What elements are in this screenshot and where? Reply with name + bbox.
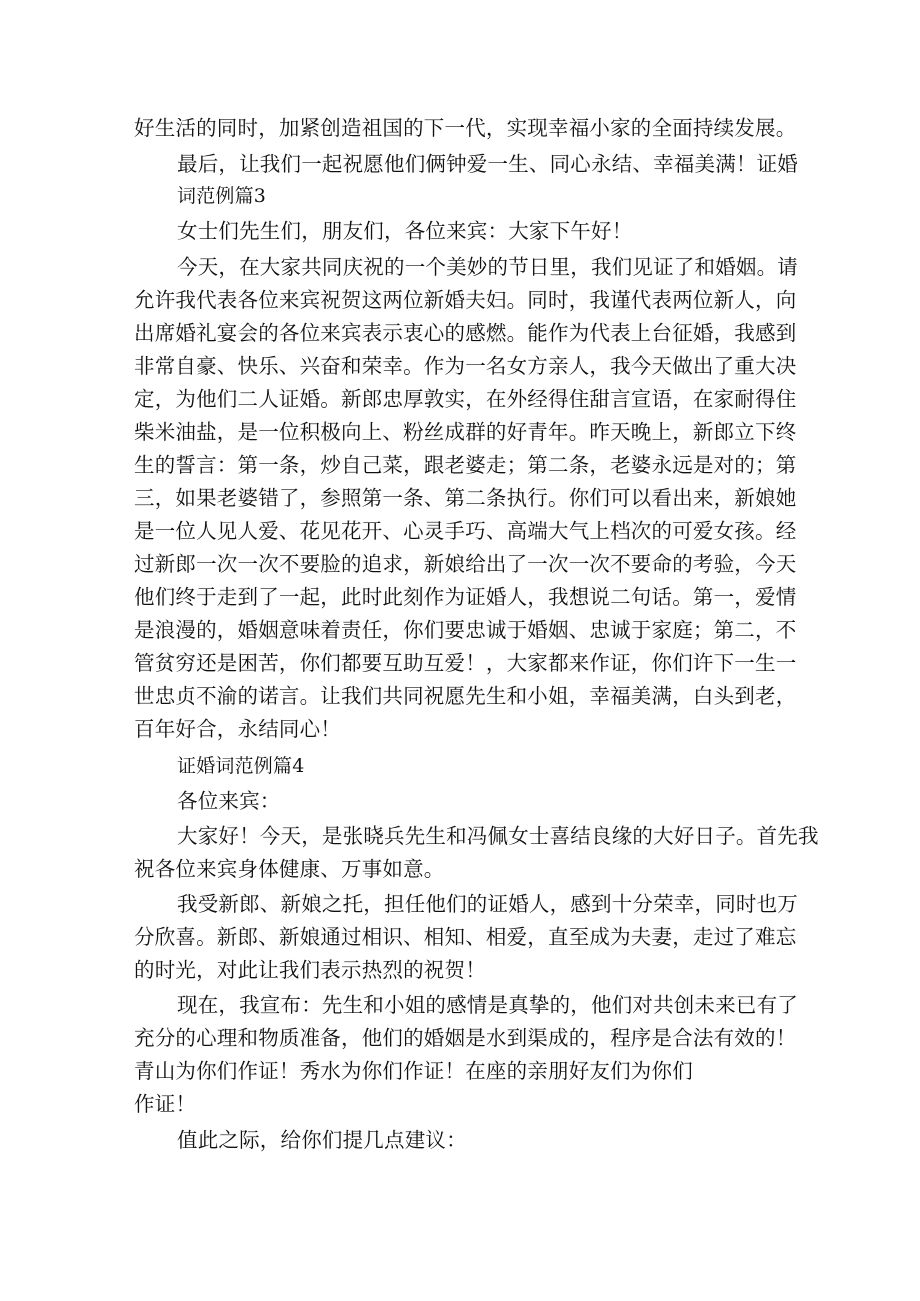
paragraph-line: 最后，让我们一起祝愿他们俩钟爱一生、同心永结、幸福美满！证婚: [177, 152, 798, 176]
paragraph-line: 三，如果老婆错了，参照第一条、第二条执行。你们可以看出来，新娘她: [134, 486, 797, 510]
paragraph-line: 我受新郎、新娘之托，担任他们的证婚人，感到十分荣幸，同时也万: [177, 892, 798, 916]
paragraph-line: 充分的心理和物质准备，他们的婚姻是水到渠成的，程序是合法有效的！: [134, 1026, 797, 1050]
paragraph-line: 青山为你们作证！秀水为你们作证！在座的亲朋好友们为你们: [134, 1059, 693, 1083]
paragraph-line: 大家好！今天，是张晓兵先生和冯佩女士喜结良缘的大好日子。首先我: [177, 824, 819, 848]
paragraph-line: 各位来宾：: [177, 789, 281, 813]
paragraph-line: 过新郎一次一次不要脸的追求，新娘给出了一次一次不要命的考验，今天: [134, 552, 797, 576]
section-heading: 词范例篇3: [177, 185, 267, 207]
paragraph-line: 作证！: [134, 1092, 197, 1116]
paragraph-line: 生的誓言：第一条，炒自己菜，跟老婆走；第二条，老婆永远是对的；第: [134, 453, 797, 477]
paragraph-line: 允许我代表各位来宾祝贺这两位新婚夫妇。同时，我谨代表两位新人，向: [134, 288, 797, 312]
paragraph-line: 世忠贞不渝的诺言。让我们共同祝愿先生和小姐，幸福美满，白头到老，: [134, 684, 797, 708]
paragraph-line: 他们终于走到了一起，此时此刻作为证婚人，我想说二句话。第一，爱情: [134, 585, 797, 609]
paragraph-line: 出席婚礼宴会的各位来宾表示衷心的感燃。能作为代表上台征婚，我感到: [134, 321, 797, 345]
paragraph-line: 百年好合，永结同心！: [134, 717, 341, 741]
paragraph-line: 今天，在大家共同庆祝的一个美妙的节日里，我们见证了和婚姻。请: [177, 255, 798, 279]
paragraph-line: 定，为他们二人证婚。新郎忠厚敦实，在外经得住甜言宣语，在家耐得住: [134, 387, 797, 411]
paragraph-line: 非常自豪、快乐、兴奋和荣幸。作为一名女方亲人，我今天做出了重大决: [134, 354, 797, 378]
section-heading: 证婚词范例篇4: [177, 755, 305, 777]
paragraph-line: 祝各位来宾身体健康、万事如意。: [134, 857, 445, 881]
paragraph-line: 柴米油盐，是一位积极向上、粉丝成群的好青年。昨天晚上，新郎立下终: [134, 420, 797, 444]
paragraph-line: 是浪漫的，婚姻意味着责任，你们要忠诚于婚姻、忠诚于家庭；第二，不: [134, 618, 797, 642]
paragraph-line: 现在，我宣布：先生和小姐的感情是真挚的，他们对共创未来已有了: [177, 993, 798, 1017]
paragraph-line: 值此之际，给你们提几点建议：: [177, 1128, 467, 1152]
paragraph-line: 好生活的同时，加紧创造祖国的下一代，实现幸福小家的全面持续发展。: [134, 116, 797, 140]
paragraph-line: 的时光，对此让我们表示热烈的祝贺！: [134, 958, 486, 982]
paragraph-line: 女士们先生们，朋友们，各位来宾：大家下午好！: [177, 219, 633, 243]
paragraph-line: 是一位人见人爱、花见花开、心灵手巧、高端大气上档次的可爱女孩。经: [134, 519, 797, 543]
paragraph-line: 管贫穷还是困苦，你们都要互助互爱！，大家都来作证，你们许下一生一: [134, 651, 797, 675]
paragraph-line: 分欣喜。新郎、新娘通过相识、相知、相爱，直至成为夫妻，走过了难忘: [134, 925, 797, 949]
